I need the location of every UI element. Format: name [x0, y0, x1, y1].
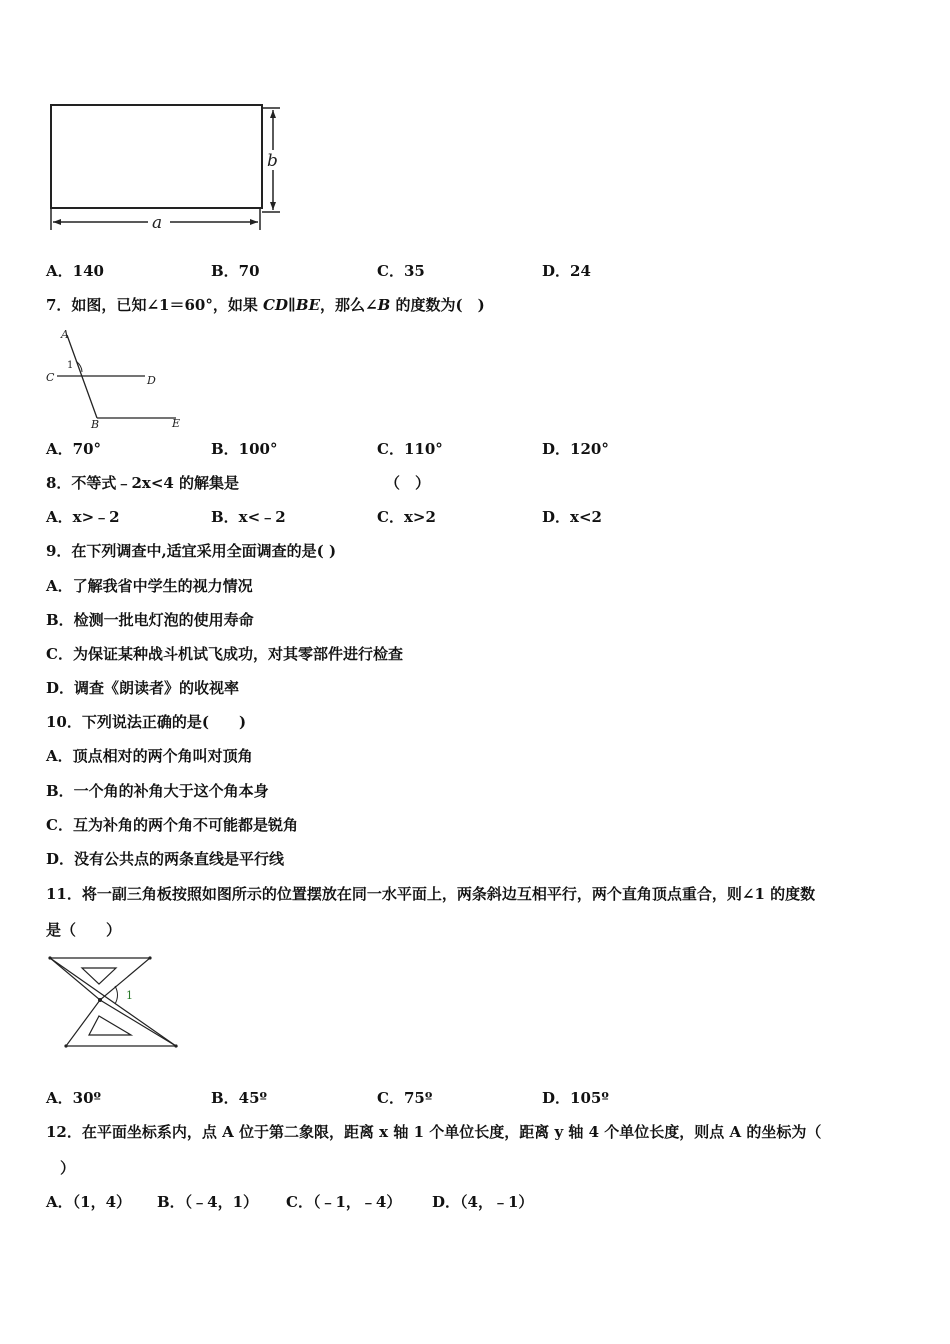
- q10-option-d: D．没有公共点的两条直线是平行线: [46, 850, 285, 868]
- q8-paren: （ ）: [385, 474, 431, 492]
- q12-option-a: A．（1，4）: [46, 1193, 132, 1211]
- q11-option-b: B．45º: [211, 1089, 268, 1107]
- q11-option-c: C．75º: [377, 1089, 433, 1107]
- q8-option-b: B．x<﹣2: [211, 508, 286, 526]
- q9-stem: 9．在下列调查中,适宜采用全面调查的是( ): [46, 542, 337, 560]
- q10-option-b: B．一个角的补角大于这个角本身: [46, 782, 269, 800]
- q10-option-c: C．互为补角的两个角不可能都是锐角: [46, 816, 298, 834]
- q8-stem: 8．不等式﹣2x<4 的解集是: [46, 474, 240, 492]
- q7-option-a: A．70°: [46, 440, 102, 458]
- q9-option-c: C．为保证某种战斗机试飞成功，对其零部件进行检查: [46, 645, 403, 663]
- q11-stem-line2: 是（ ）: [46, 921, 122, 939]
- q8-option-d: D．x<2: [542, 508, 602, 526]
- q12-option-c: C．（﹣1，﹣4）: [286, 1193, 402, 1211]
- q11-option-d: D．105º: [542, 1089, 609, 1107]
- q7-label-a: A: [61, 328, 69, 341]
- q7-label-e: E: [172, 417, 181, 430]
- q7-label-1: 1: [67, 360, 74, 371]
- q6-option-d: D．24: [542, 262, 591, 280]
- q9-option-a: A．了解我省中学生的视力情况: [46, 577, 253, 595]
- q9-option-b: B．检测一批电灯泡的使用寿命: [46, 611, 254, 629]
- q11-label-1: 1: [126, 989, 133, 1002]
- q7-label-c: C: [46, 371, 55, 384]
- q7-label-b: B: [91, 418, 100, 431]
- label-a: a: [152, 213, 163, 233]
- q7-stem: 7．如图，已知∠1＝60°，如果 CD∥BE，那么∠B 的度数为( ): [46, 296, 485, 314]
- q6-option-a: A．140: [46, 262, 104, 280]
- q12-stem-line1: 12．在平面坐标系内，点 A 位于第二象限，距离 x 轴 1 个单位长度，距离 y 轴 4 个单位长度，则点 A 的坐标为（: [46, 1123, 822, 1141]
- q6-option-b: B．70: [211, 262, 260, 280]
- q7-option-d: D．120°: [542, 440, 609, 458]
- q10-option-a: A．顶点相对的两个角叫对顶角: [46, 747, 253, 765]
- q9-option-d: D．调查《朗读者》的收视率: [46, 679, 240, 697]
- q11-option-a: A．30º: [46, 1089, 102, 1107]
- q12-stem-line2: ）: [60, 1159, 76, 1177]
- q7-option-c: C．110°: [377, 440, 443, 458]
- q10-stem: 10．下列说法正确的是( ): [46, 713, 247, 731]
- q8-option-a: A．x>﹣2: [46, 508, 120, 526]
- q12-option-b: B．（﹣4，1）: [157, 1193, 259, 1211]
- q7-option-b: B．100°: [211, 440, 278, 458]
- q7-label-d: D: [147, 374, 156, 387]
- label-b: b: [267, 151, 278, 171]
- q12-option-d: D．（4，﹣1）: [432, 1193, 534, 1211]
- q11-stem-line1: 11．将一副三角板按照如图所示的位置摆放在同一水平面上，两条斜边互相平行，两个直角顶点重合，则∠1 的度数: [46, 885, 816, 903]
- q8-option-c: C．x>2: [377, 508, 436, 526]
- q6-option-c: C．35: [377, 262, 425, 280]
